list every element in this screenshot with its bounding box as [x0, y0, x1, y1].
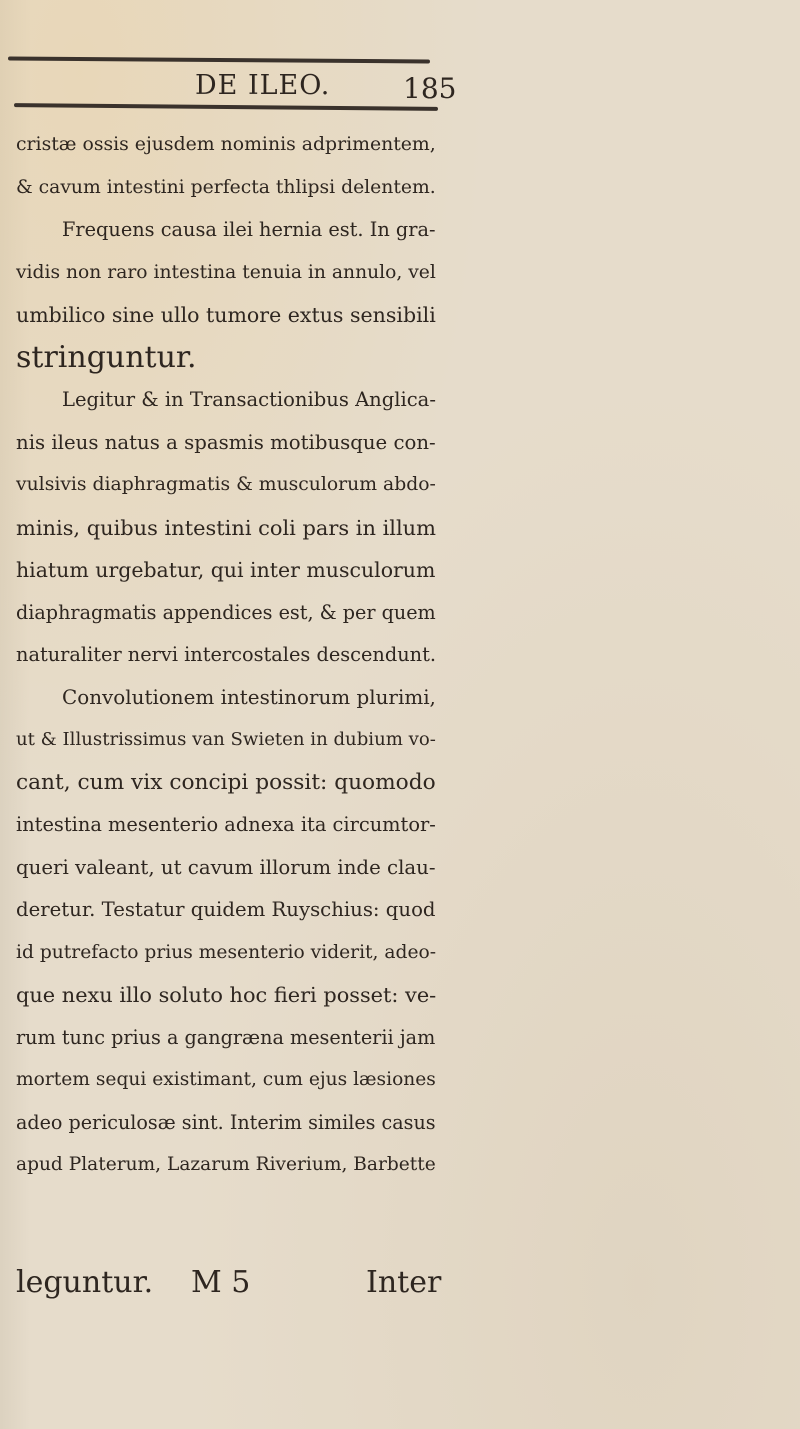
text-line: vidis non raro intestina tenuia in annulo, vel: [16, 261, 436, 283]
running-head: DE ILEO.: [195, 70, 331, 101]
text-line: rum tunc prius a gangræna mesenterii jam: [16, 1025, 436, 1049]
text-line: stringuntur.: [16, 339, 197, 375]
text-line: hiatum urgebatur, qui inter musculorum: [16, 558, 436, 582]
text-line: minis, quibus intestini coli pars in illum: [16, 515, 436, 540]
text-line: adeo periculosæ sint. Interim similes casus: [16, 1110, 436, 1134]
final-word: leguntur.: [16, 1265, 154, 1300]
catchword: Inter: [366, 1265, 442, 1300]
page-footer: [16, 1265, 442, 1305]
page-number: 185: [403, 72, 457, 105]
body-text: [16, 124, 436, 1187]
text-line: que nexu illo soluto hoc fieri posset: ve-: [16, 983, 437, 1007]
text-line: Frequens causa ilei hernia est. In gra-: [62, 218, 436, 241]
text-line: ut & Illustrissimus van Swieten in dubium vo-: [16, 729, 436, 750]
text-line: cristæ ossis ejusdem nominis adprimentem,: [16, 134, 436, 155]
header-rule-top: [8, 57, 430, 64]
text-line: & cavum intestini perfecta thlipsi delentem.: [16, 176, 436, 198]
text-line: Convolutionem intestinorum plurimi,: [62, 685, 436, 709]
header-rule-bottom: [14, 103, 438, 111]
text-line: naturaliter nervi intercostales descendunt.: [16, 643, 436, 666]
text-line: Legitur & in Transactionibus Anglica-: [62, 388, 436, 411]
text-line: apud Platerum, Lazarum Riverium, Barbette: [16, 1154, 436, 1175]
text-line: cant, cum vix concipi possit: quomodo: [16, 769, 436, 795]
text-line: id putrefacto prius mesenterio viderit, adeo-: [16, 941, 437, 963]
text-line: deretur. Testatur quidem Ruyschius: quod: [16, 898, 436, 921]
text-line: nis ileus natus a spasmis motibusque con-: [16, 430, 436, 454]
text-line: diaphragmatis appendices est, & per quem: [16, 600, 436, 624]
text-line: umbilico sine ullo tumore extus sensibili: [16, 303, 436, 327]
text-line: vulsivis diaphragmatis & musculorum abdo-: [16, 474, 436, 495]
text-line: mortem sequi existimant, cum ejus læsiones: [16, 1069, 436, 1090]
signature-mark: M 5: [191, 1265, 251, 1300]
text-line: intestina mesenterio adnexa ita circumtor-: [16, 813, 436, 836]
text-line: queri valeant, ut cavum illorum inde clau-: [16, 855, 436, 879]
